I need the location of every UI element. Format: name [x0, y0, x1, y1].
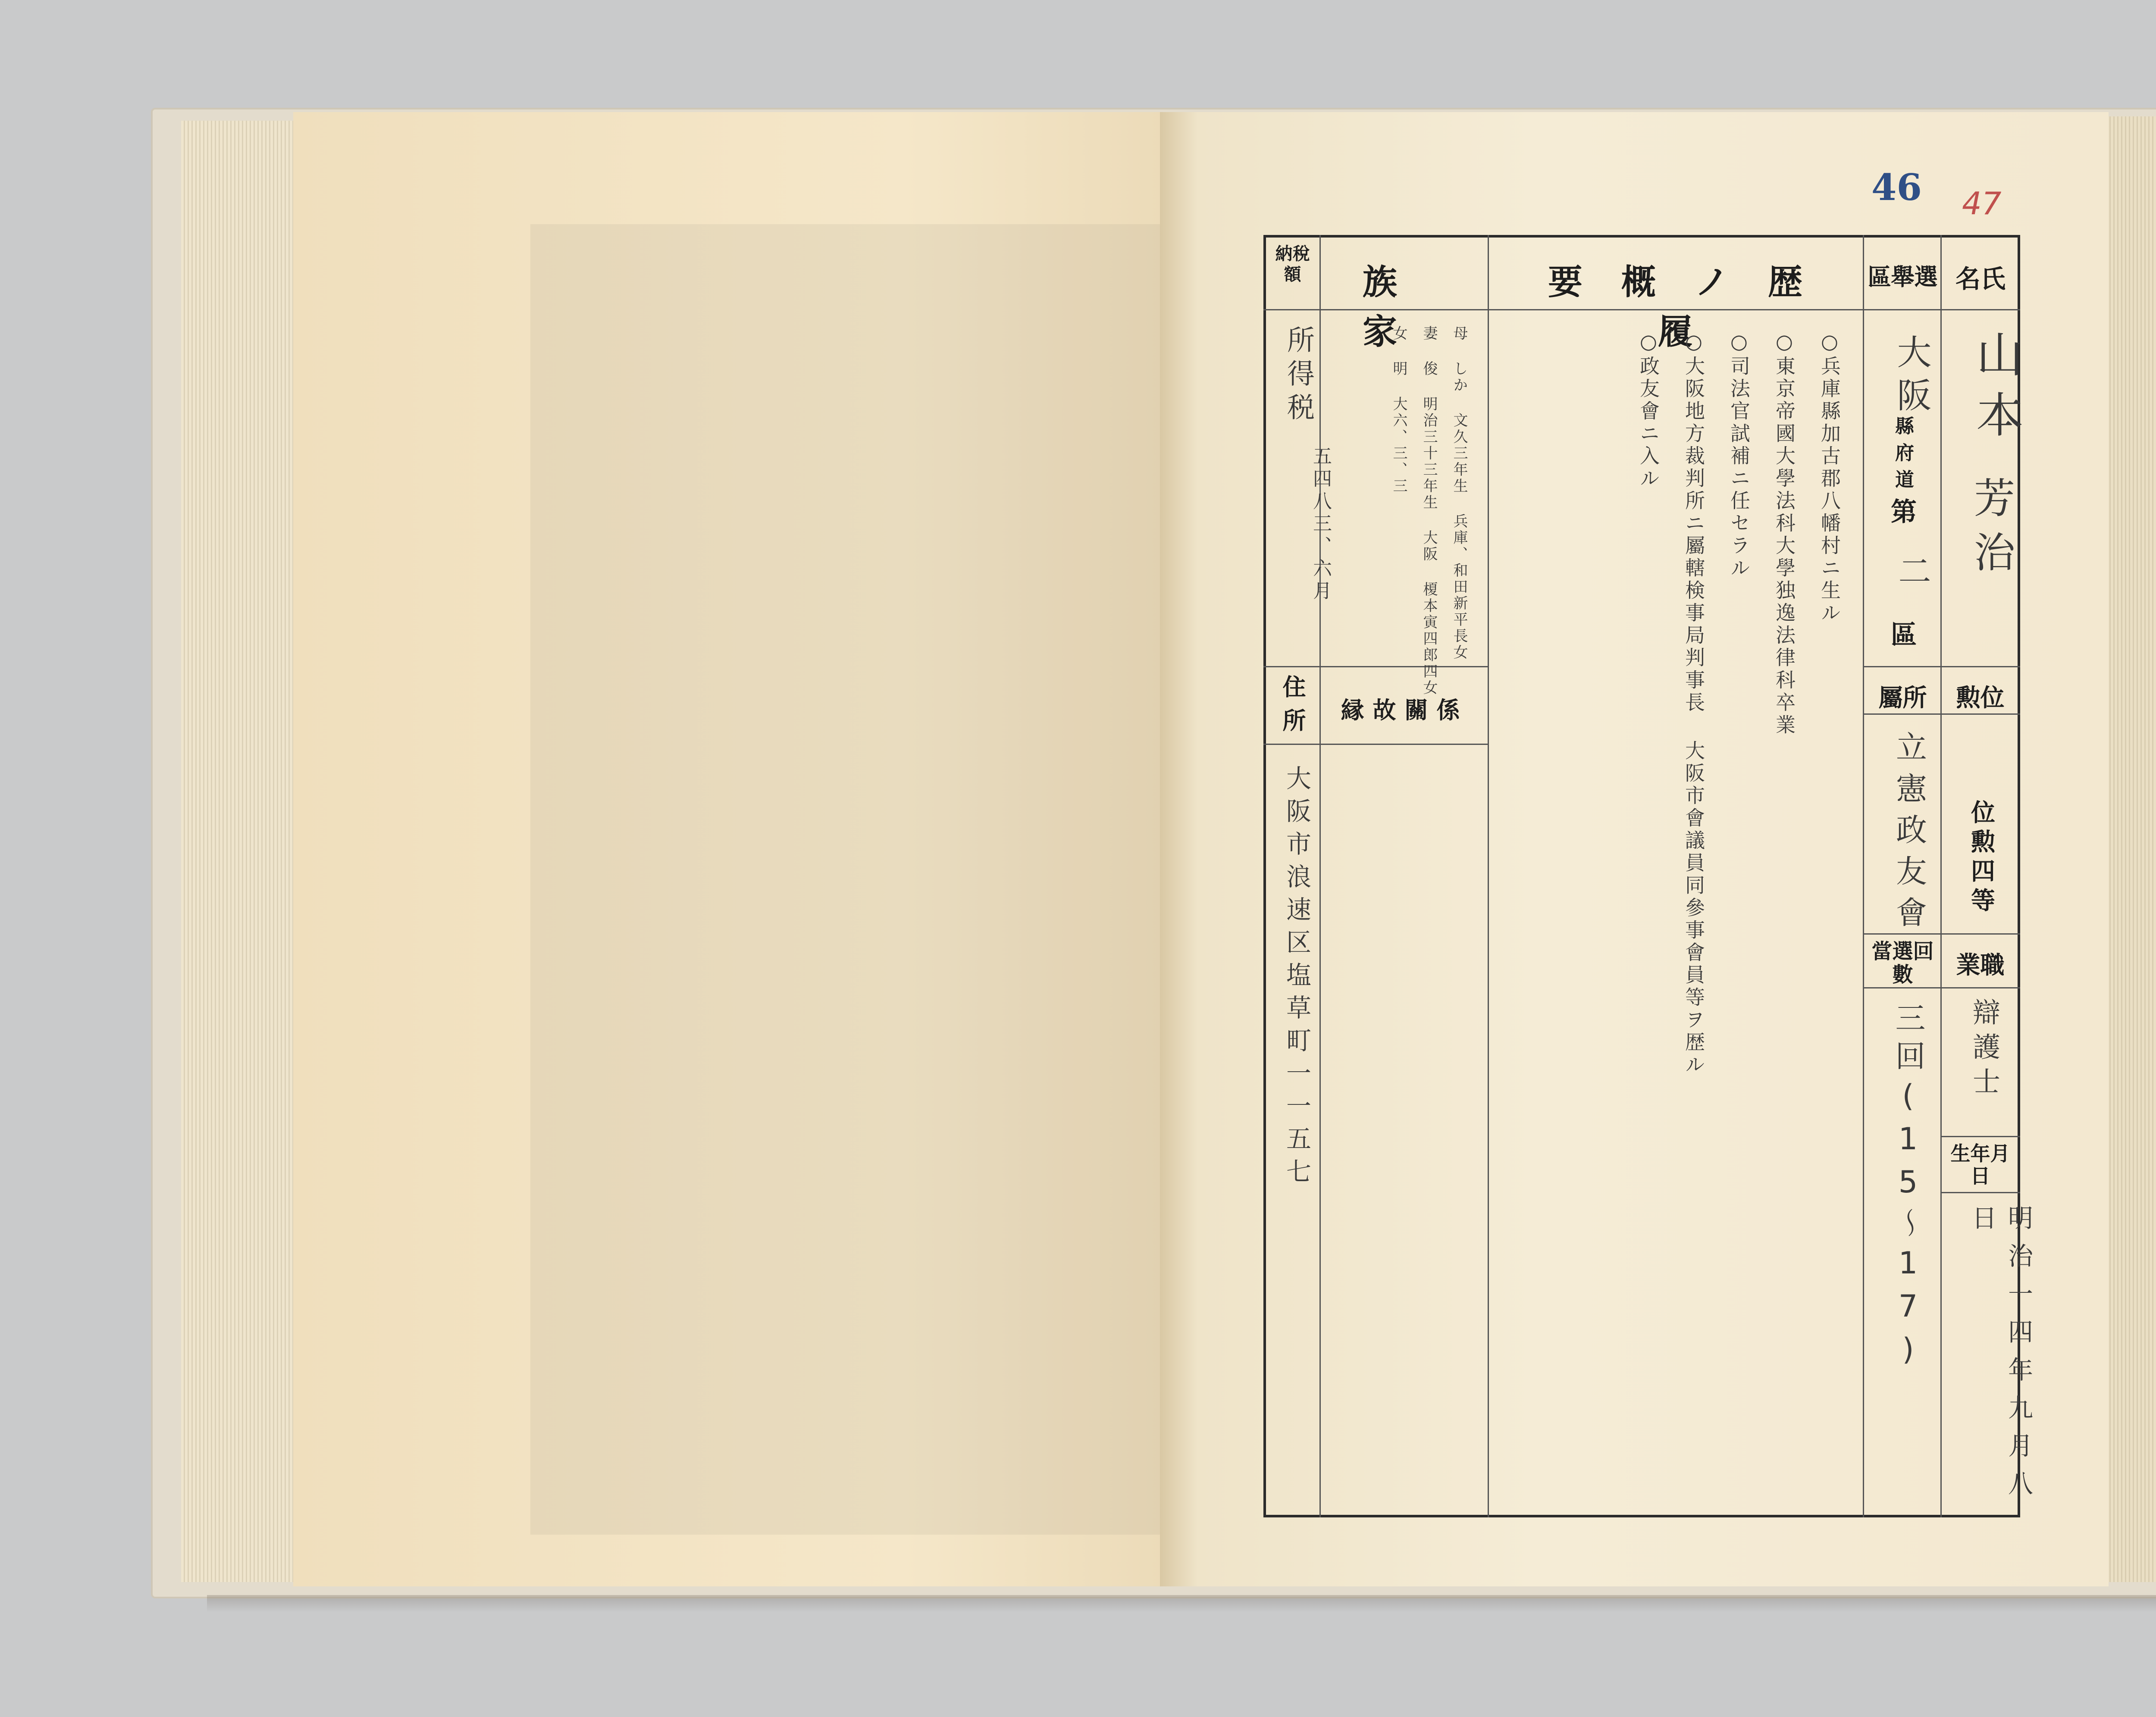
row-div-d — [1863, 987, 2020, 988]
relation-divider — [1319, 744, 1489, 745]
occupation-label: 業職 — [1956, 951, 2005, 979]
frame-top — [1263, 235, 2020, 238]
affiliation-value: 立憲政友會 — [1891, 731, 1927, 938]
left-page — [293, 112, 1311, 1586]
rank-label: 勲位 — [1956, 684, 2005, 712]
district-label: 區舉選 — [1868, 263, 1938, 291]
address-label-divider — [1263, 744, 1321, 745]
tax-label: 納稅額 — [1275, 244, 1310, 285]
pencil-page-number: 47 — [1962, 185, 2002, 222]
col-divider-3 — [1863, 235, 1864, 1517]
tax-address-divider — [1263, 666, 1489, 667]
record-form — [1263, 235, 2033, 1517]
row-div-b — [1863, 713, 2020, 715]
tax-value: 所得税 — [1282, 325, 1314, 426]
district-suffix: 區 — [1891, 620, 1917, 650]
history-line-3: ○司法官試補ニ任セラル — [1727, 330, 1751, 580]
district-kind: 縣府道 — [1892, 416, 1914, 496]
frame-left — [1263, 235, 1266, 1517]
family-line-3: 女 明 大六、三、三 — [1390, 325, 1407, 494]
page-number: 46 — [1871, 166, 1922, 209]
history-line-1: ○兵庫縣加古郡八幡村ニ生ル — [1818, 330, 1841, 625]
elected-value: 三回(15〜17) — [1890, 1002, 1926, 1375]
affiliation-label: 屬所 — [1878, 684, 1927, 712]
col-divider-1 — [1319, 235, 1321, 1517]
name-label: 名氏 — [1955, 264, 2006, 294]
name-family: 山本 — [1968, 330, 2024, 450]
district-number: 二 — [1893, 554, 1931, 589]
relation-label: 縁故關係 — [1341, 696, 1469, 724]
row-div-e — [1940, 1136, 2020, 1137]
address-value: 大阪市浪速区塩草町一一五七 — [1282, 765, 1311, 1191]
history-label: 要概ノ歴履 — [1548, 262, 1841, 352]
occupation-value: 辯護士 — [1968, 998, 2000, 1101]
elected-label: 當選回數 — [1871, 939, 1934, 987]
birth-value: 明治一四年九月八日 — [1968, 1205, 2033, 1508]
district-prefix: 第 — [1891, 497, 1917, 527]
book-shadow — [207, 1595, 2156, 1612]
history-line-4: ○大阪地方裁判所ニ屬轄検事局判事長 大阪市會議員同參事會員等ヲ歴ル — [1682, 330, 1705, 1076]
name-given: 芳治 — [1967, 476, 2015, 585]
address-label: 住所 — [1279, 675, 1307, 742]
row-div-f — [1940, 1192, 2020, 1193]
col-divider-2 — [1488, 235, 1489, 1517]
tax-amount: 五四八三、六月 — [1310, 446, 1332, 603]
district-place: 大阪 — [1891, 334, 1931, 420]
row-div-a — [1863, 666, 2020, 667]
col-divider-4 — [1940, 235, 1942, 1517]
family-line-1: 母 しか 文久三年生 兵庫、和田新平長女 — [1451, 325, 1468, 661]
family-label: 族家 — [1363, 262, 1449, 352]
birth-label: 生年月日 — [1950, 1142, 2010, 1188]
frame-bottom — [1263, 1515, 2020, 1517]
rank-value: 位勲四等 — [1967, 800, 1996, 917]
history-line-2: ○東京帝國大學法科大學独逸法律科卒業 — [1773, 330, 1796, 737]
history-line-5: ○政友會ニ入ル — [1637, 330, 1660, 490]
family-line-2: 妻 俊 明治三十三年生 大阪 榎本寅四郎四女 — [1420, 325, 1438, 696]
